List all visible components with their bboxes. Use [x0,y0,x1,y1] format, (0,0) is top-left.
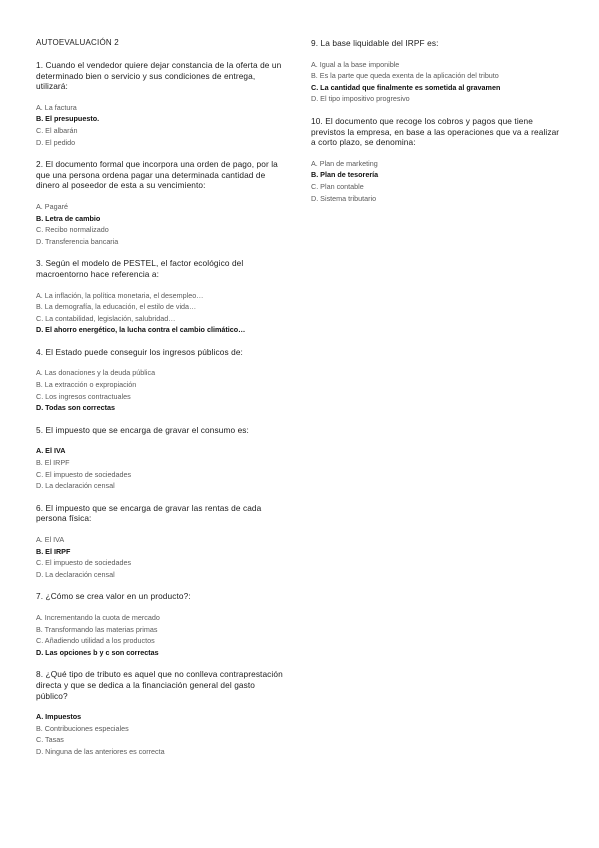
correct-answer-option: A. Impuestos [36,712,82,722]
right-column [311,38,566,215]
question-text: 6. El impuesto que se encarga de gravar las rentas de cada persona física: [36,502,262,524]
answer-option: C. El impuesto de sociedades [36,469,132,479]
answer-option: C. Plan contable [311,181,364,191]
question-text: 10. El documento que recoge los cobros y pagos que tiene previstos la empresa, en base a las operaciones que va a realizar a corto plazo, se denomina: [311,115,560,148]
answer-option: C. Recibo normalizado [36,225,109,235]
question-7 [36,591,286,658]
answer-option: A. Las donaciones y la deuda pública [36,368,156,378]
question-9 [311,38,566,105]
answer-option: B. Contribuciones especiales [36,723,129,733]
answer-option: A. Pagaré [36,201,68,211]
answer-option: A. La factura [36,102,77,112]
answer-option: D. Ninguna de las anteriores es correcta [36,746,165,756]
question-text: 8. ¿Qué tipo de tributo es aquel que no conlleva contraprestación directa y que se dedica a la financiación general del gasto público? [36,669,283,701]
answer-option: D. La declaración censal [36,481,115,491]
correct-answer-option: B. El presupuesto. [36,114,100,124]
correct-answer-option: D. Todas son correctas [36,403,115,413]
answer-option: B. La demografía, la educación, el estilo de vida… [36,302,197,312]
answer-option: C. El impuesto de sociedades [36,558,132,568]
answer-option: C. La contabilidad, legislación, salubridad… [36,313,176,323]
question-10 [311,116,566,204]
correct-answer-option: B. Letra de cambio [36,213,101,223]
answer-option: A. El IVA [36,535,65,544]
question-4 [36,347,286,414]
left-column [36,38,286,769]
correct-answer-option: B. Plan de tesorería [311,170,379,180]
answer-option: B. La extracción o expropiación [36,380,137,390]
answer-option: C. Añadiendo utilidad a los productos [36,636,155,646]
question-2 [36,159,286,247]
answer-option: D. Sistema tributario [311,193,377,203]
answer-option: B. Es la parte que queda exenta de la aplicación del tributo [311,71,499,81]
correct-answer-option: D. Las opciones b y c son correctas [36,647,159,657]
correct-answer-option: C. La cantidad que finalmente es sometida al gravamen [311,82,501,92]
page-title: AUTOEVALUACIÓN 2 [36,38,119,47]
question-text: 4. El Estado puede conseguir los ingresos públicos de: [36,346,243,357]
correct-answer-option: A. El IVA [36,446,66,456]
answer-option: D. El pedido [36,137,76,147]
question-text: 7. ¿Cómo se crea valor en un producto?: [36,591,191,602]
question-3 [36,258,286,336]
answer-option: C. El albarán [36,125,78,135]
question-text: 9. La base liquidable del IRPF es: [311,38,439,48]
question-5 [36,425,286,492]
correct-answer-option: B. El IRPF [36,546,71,556]
answer-option: A. La inflación, la política monetaria, el desempleo… [36,290,204,300]
answer-option: A. Plan de marketing [311,158,378,168]
left-question-list [36,60,286,758]
question-1 [36,60,286,148]
answer-option: D. La declaración censal [36,569,115,579]
answer-option: C. Los ingresos contractuales [36,391,131,401]
answer-option: B. Transformando las materias primas [36,624,158,634]
question-6 [36,503,286,581]
answer-option: B. El IRPF [36,458,70,468]
answer-option: A. Incrementando la cuota de mercado [36,612,160,622]
correct-answer-option: D. El ahorro energético, la lucha contra el cambio climático… [36,325,246,335]
question-text: 2. El documento formal que incorpora una orden de pago, por la que una persona ordena pagar una determinada cantidad de dinero al poseedor de esta a su vencimiento: [36,159,278,191]
answer-option: D. Transferencia bancaria [36,236,119,246]
answer-option: D. El tipo impositivo progresivo [311,94,410,104]
question-text: 3. Según el modelo de PESTEL, el factor ecológico del macroentorno hace referencia a: [36,258,244,279]
question-text: 5. El impuesto que se encarga de gravar el consumo es: [36,424,249,435]
answer-option: C. Tasas [36,735,64,745]
question-8 [36,669,286,757]
right-question-list [311,38,566,204]
answer-option: A. Igual a la base imponible [311,59,400,69]
question-text: 1. Cuando el vendedor quiere dejar constancia de la oferta de un determinado bien o servicio y sus condiciones de entrega, utilizará: [36,60,282,92]
